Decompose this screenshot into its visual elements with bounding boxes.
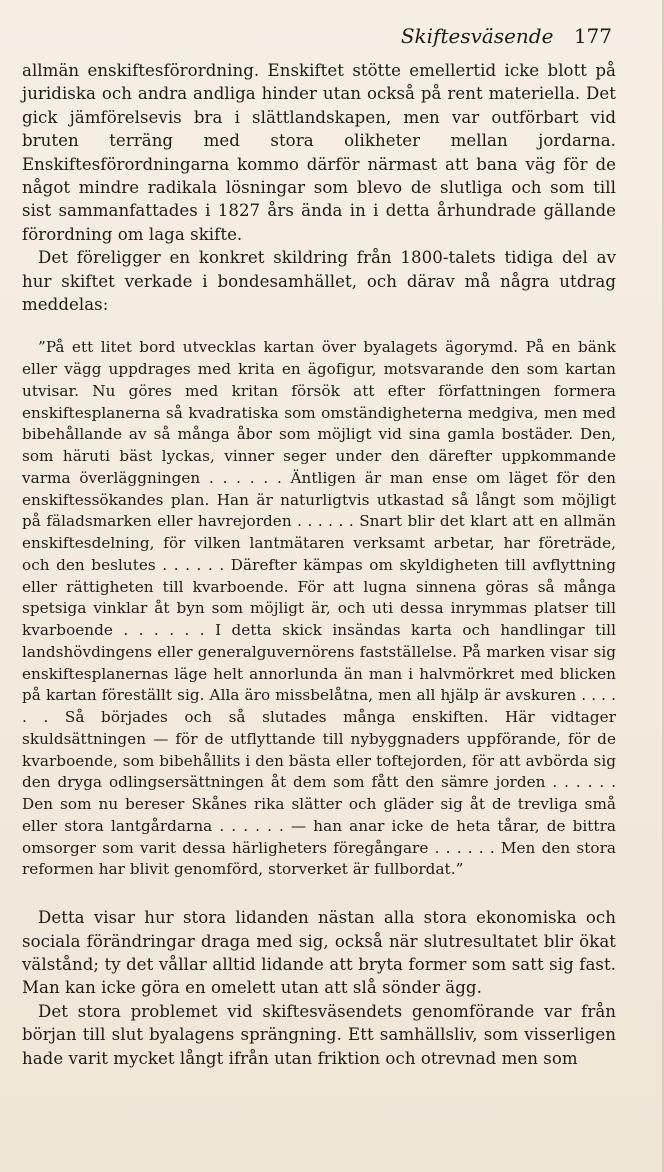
paragraph-commentary: Detta visar hur stora lidanden nästan alla stora ekonomiska och sociala förändringar draga med sig, också när slutresultatet blir ökat välstånd; ty det vållar alltid lidande att bryta former som satt sig fast. Man kan icke göra en omelett utan att slå sönder ägg. <box>22 908 616 998</box>
running-head-title: Skiftesväsende <box>400 24 554 48</box>
paragraph-continuation: allmän enskiftesförordning. Enskiftet stötte emellertid icke blott på juridiska och andra andliga hinder utan också på rent materiella. Det gick jämförelsevis bra i slättlandskapen, men var outförbart vid bruten terräng med stora olikheter mellan jordarna. Enskiftesförordningarna kommo därför närmast att bana väg för de något mindre radikala lösningar som blevo de slutliga och som till sist sammanfattades i 1827 års ända in i detta århundrade gällande förordning om laga skifte. <box>22 61 616 244</box>
page-body <box>22 59 616 1070</box>
block-quote <box>22 337 616 881</box>
paragraph-problem: Det stora problemet vid skiftesväsendets genomförande var från början till slut byalagens sprängning. Ett samhällsliv, som visserligen hade varit mycket långt ifrån utan friktion och otrevnad men som <box>22 1001 616 1068</box>
quote-text: ”På ett litet bord utvecklas kartan över byalagets ägorymd. På en bänk eller vägg uppdrages med krita en ägofigur, motsvarande den som kartan utvisar. Nu göres med kritan försök att efter författningen formera enskiftesplanerna så kvadratiska som omständigheterna medgiva, men med bibehållande av så många åbor som möjligt vid sina gamla bostäder. Den, som häruti bäst lyckas, vinner seger under den därefter uppkommande varma överläggningen . . . . . . Äntligen är man ense om läget för den enskiftessökandes plan. Han är naturligtvis utkastad så långt som möjligt på fäladsmarken eller havrejorden . . . . . . Snart blir det klart att en allmän enskiftesdelning, för vilken lantmätaren verksamt arbetar, har företräde, och den beslutes . . . . . . Därefter kämpas om skyldigheten till avflyttning eller rättigheten till kvarboende. För att lugna sinnena göras så många spetsiga vinklar åt byn som möjligt är, och uti dessa inrymmas platser till kvarboende . . . . . . I detta skick insändas karta och handlingar till landshövdingens eller generalguvernörens fastställelse. På marken visar sig enskiftesplanernas läge helt annorlunda än man i halvmörkret med blicken på kartan föreställt sig. Alla äro missbelåtna, men all hjälp är avskuren . . . . . . Så börjades och så slutades många enskiften. Här vidtager skuldsättningen — för de utflyttande till nybyggnaders uppförande, för de kvarboende, som bibehållits i den bästa eller toftejorden, för att avbörda sig den dryga odlingsersättningen åt dem som fått den sämre jorden . . . . . . Den som nu bereser Skånes rika slätter och gläder sig åt de trevliga små eller stora lantgårdarna . . . . . . — han anar icke de heta tårar, de bittra omsorger som varit dessa härligheters föregångare . . . . . . Men den stora reformen har blivit genomförd, storverket är fullbordat.” <box>22 338 616 879</box>
page-number: 177 <box>573 24 612 48</box>
paragraph-intro-quote: Det föreligger en konkret skildring från 1800-talets tidiga del av hur skiftet verkade i bondesamhället, och därav må några utdrag meddelas: <box>22 248 616 315</box>
page-header <box>401 24 612 48</box>
